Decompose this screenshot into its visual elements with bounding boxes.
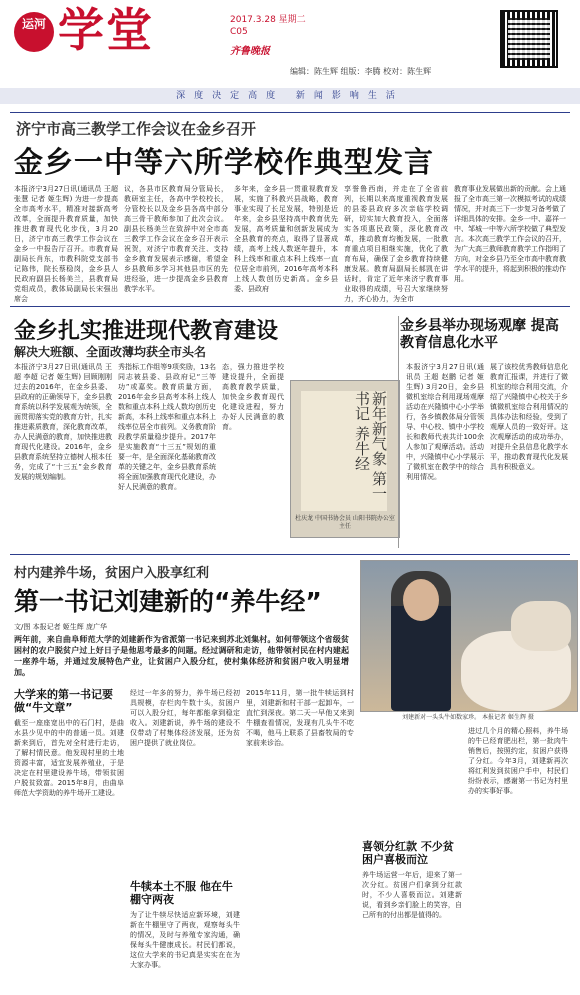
- calligraphy-text: 新年新气象 第一书记 养牛经: [301, 391, 387, 511]
- article3-column-2: 展了该校优秀教师信息化教育汇报课，并进行了微机室的综合利用交流，介绍了兴隆镇中心校关于乡镇微机室综合利用情况的具体办法和经验，受到了观摩人员的一致好评。这次观摩活动的成功举办，对提升全县信息化教学水平，推动教育现代化发展具有积极意义。: [490, 363, 568, 471]
- page-number: C05: [230, 27, 248, 37]
- article4-column-1: 截至一座座宽出中的石门村，是曲水县少见中的中的普通一员。刘建新来到后，首先对全村进行走访，了解村情民意。他发现村里的土地资源丰富，适宜发展养殖业，于是决定在村里建设养牛场，带领贫困户脱贫致富。2015年8月，由曲阜师范大学资助的养牛场开工建设。: [14, 719, 124, 797]
- article4-column-3: 为了让牛犊尽快适应新环境，刘建新在牛棚里守了两夜，观察每头牛的情况，及时与养殖专家沟通，确保每头牛健康成长。村民们都说，这位大学来的书记真是实实在在为大家办事。: [130, 911, 240, 969]
- article4-column-6: 进过几个月的精心照料，养牛场的牛已经育肥出栏，第一批肉牛销售后，按照约定，贫困户获得了分红。今年3月，刘建新再次将红利发到贫困户手中，村民们纷纷表示，感谢第一书记为村里办的实事好事。: [468, 727, 568, 795]
- divider: [10, 112, 570, 113]
- article4-subtitle: 村内建养牛场，贫困户入股享红利: [14, 566, 210, 581]
- article1-column-3: 多年来，金乡县一贯重视教育发展，实施了科教兴县战略，教育事业实现了长足发展，特别是近年来，金乡县坚持高中教育优先发展，高考质量和创新发展成为全县教育的亮点，取得了显著成绩，高考上线人数逐年提升，本科上线率和重点本科上线率一直位居全市前列，2016年高考本科上线人数创历史新高。金乡县委、县政府: [234, 185, 338, 293]
- masthead-logo-yunhe: 运河: [14, 12, 54, 52]
- article1-subtitle: 济宁市高三教学工作会议在金乡召开: [16, 120, 257, 138]
- masthead-brand: [14, 4, 174, 74]
- article2-title: 金乡扎实推进现代教育建设: [14, 319, 279, 344]
- article4-column-4: 2015年11月，第一批牛犊运到村里，刘建新和村干部一起卸车，一直忙到深夜。第二天一早他又来到牛棚查看情况，发现有几头牛不吃不喝，他马上联系了县畜牧局的专家前来诊治。: [246, 689, 354, 747]
- article1-title: 金乡一中等六所学校作典型发言: [14, 145, 435, 179]
- article2-column-2: 秀指标工作组等9项奖励，13名同志被县委、县政府记“三等功”或嘉奖。教育质量方面，2016年金乡县高考本科上线人数和重点本科上线人数均创历史新高，本科上线率和重点本科上线率位居全市前列。义务教育阶段教学质量稳步提升。2017年是实施教育“十三五”规划的重要一年，是全面深化基础教育改革的关键之年，金乡县教育系统将全面加强教育现代化建设，办好人民满意的教育。: [118, 363, 216, 491]
- article3-title: 金乡县举办现场观摩 提高教育信息化水平: [400, 318, 559, 351]
- article3-column-1: 本报济宁3月27日讯(通讯员 王超 赵鹏 记者 姬生辉) 3月20日，金乡县微机室综合利用现场观摩活动在兴隆镇中心小学举行，各乡镇教体局分管领导、中心校、镇中小学校长和教师代表共计100余人参加了观摩活动。活动中，兴隆镇中心小学展示了微机室在教学中的综合利用情况。: [406, 363, 484, 481]
- issue-date: 2017.3.28 星期二: [230, 15, 306, 25]
- article4-section-1: 大学来的第一书记要做“牛文章”: [14, 688, 113, 714]
- qr-code-icon: [500, 10, 558, 68]
- column-divider: [398, 316, 399, 548]
- article2-subtitle: 解决大班额、全面改薄均获全市头名: [14, 345, 207, 359]
- article4-section-3: 喜领分红款 不少贫困户喜极而泣: [362, 840, 454, 866]
- calligraphy-caption: 杜庆龙 中国书协会员 山阳书院办公室主任: [295, 515, 395, 530]
- article4-title: 第一书记刘建新的“养牛经”: [14, 587, 322, 616]
- calligraphy-photo: [290, 380, 400, 538]
- issue-info: [230, 14, 306, 38]
- editor-credits: 编辑：陈生辉 组版：李腾 校对：陈生辉: [290, 67, 432, 76]
- article2-column-3: 态，强力推进学校建设提升，全面提高教育教学质量，加快金乡教育现代化建设进程，努力办好人民满意的教育。: [222, 363, 284, 431]
- article4-column-5: 养牛场运营一年后，迎来了第一次分红。贫困户们拿到分红款时，不少人喜极而泣。刘建新说，看到乡亲们脸上的笑容，自己所有的付出都是值得的。: [362, 871, 462, 919]
- article1-column-4: 享誉鲁西南，并走在了全省前列，长期以来高度重视教育发展的县委县政府多次亲临学校调研，切实加大教育投入，全面落实各项惠民政策，深化教育改革，推动教育均衡发展，一批教育重点项目相继实施，优化了教育布局，确保了金乡教育持续健康发展。教育局副局长郝凯在讲话时，肯定了近年来济宁教育事业取得的成绩，号召大家继续努力，齐心协力，为全市: [344, 185, 448, 303]
- divider: [10, 306, 570, 307]
- divider: [10, 554, 570, 555]
- article4-summary: 两年前，来自曲阜师范大学的刘建新作为省派第一书记来到苏北刘集村。如何带领这个省级贫困村的农户脱贫户过上好日子是他思考最多的问题。经过调研和走访，他带领村民在村内建起一座养牛场，并通过发展特色产业，让贫困户入股分红，使村集体经济和贫困户收入明显增加。: [14, 635, 349, 677]
- farm-photo-caption: 刘建新对一头头牛如数家珍。 本报记者 姬生辉 摄: [402, 714, 534, 721]
- masthead-title: 学堂: [58, 3, 154, 57]
- article4-column-2: 经过一年多的努力，养牛场已经初具规模，存栏肉牛数十头，贫困户可以入股分红，每年都能拿到稳定收入。刘建新说，养牛场的建设不仅带动了村集体经济发展，还为贫困户提供了就业岗位。: [130, 689, 240, 747]
- article1-column-5: 教育事业发展做出新的贡献。会上通报了全市高三第一次模拟考试的成绩情况，并对高三下一步复习备考做了详细具体的安排。金乡一中、嘉祥一中、邹城一中等六所学校做了典型发言。本次高三教学工作会议的召开，为广大高三教师教育教学工作指明了方向，对金乡县乃至全市高中教育教学水平的提升，将起到积极的推动作用。: [454, 185, 566, 283]
- newspaper-name: 齐鲁晚报: [230, 46, 270, 57]
- article1-column-2: 议，各县市区教育局分管局长，教研室主任，各高中学校校长，分管校长以及金乡县各高中部分高三骨干教师参加了此次会议。副县长杨美兰在致辞中对全市高三教学工作会议在金乡召开表示祝贺，对济宁市教育关注、支持金乡教育发展表示感谢，希望金乡县教师多学习其他县市区的先进经验，进一步提高金乡县教育教学水平。: [124, 185, 228, 293]
- article4-section-2: 牛犊本土不服 他在牛棚守两夜: [130, 880, 233, 906]
- article1-column-1: 本报济宁3月27日讯(通讯员 王超 张慧 记者 姬生辉) 为进一步提高全市高考水平，精准对接新高考改革，全面提升教育质量，加快推进教育现代化步伐，3月20日，济宁市高三教学工作会议在金乡一中报告厅召开。市教育局副局长肖东，市教科院党支部书记陈伟，院长蔡稳岗，金乡县人民政府副县长杨美兰，县教育局党组成员，教体局副局长宋强出席会: [14, 185, 118, 303]
- article2-column-1: 本报济宁3月27日讯(通讯员 王超 李超 记者 姬生辉) 回顾刚刚过去的2016年，在金乡县委、县政府的正确领导下，金乡县教育系统以科学发展观为统领，全面贯彻落实党的教育方针，扎实推进素质教育，深化教育改革，办人民满意的教育，加快推进教育现代化建设。2016年，金乡县教育系统坚持立德树人根本任务，完成了“十三五”金乡教育发展的规划编制。: [14, 363, 112, 481]
- farm-photo: [360, 560, 578, 712]
- article4-byline: 文/图 本报记者 姬生辉 庞广华: [14, 623, 108, 631]
- slogan-bar: 深度决定高度 新闻影响生活: [0, 88, 580, 104]
